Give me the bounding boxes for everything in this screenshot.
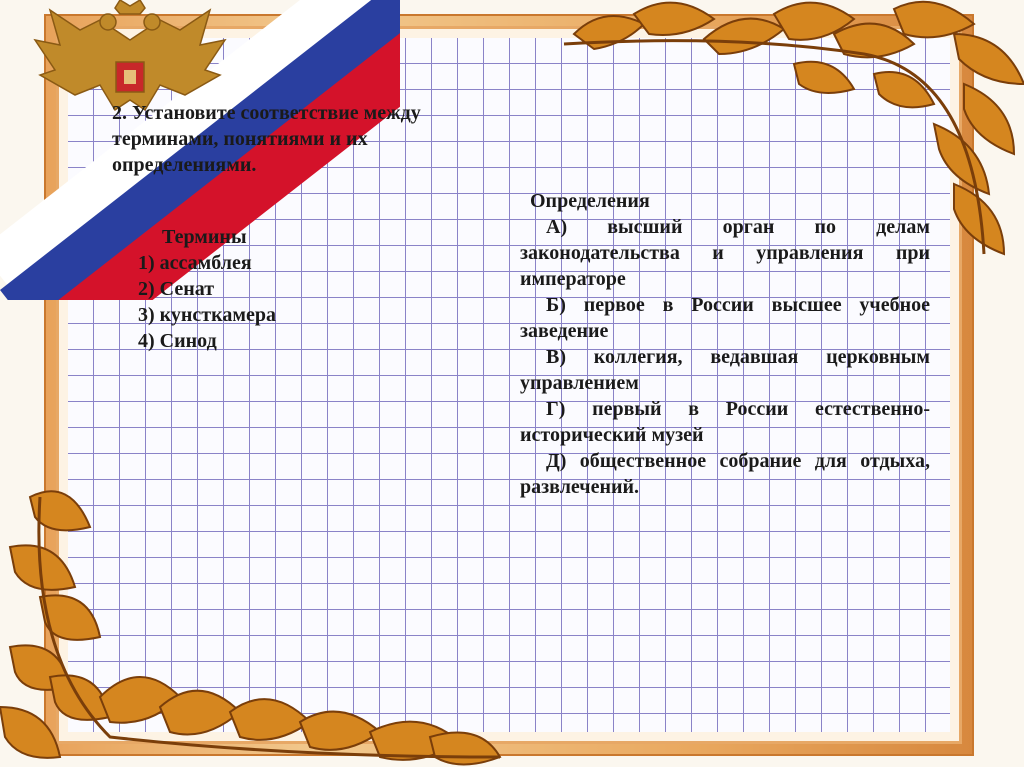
task-instruction: 2. Установите соответствие между терминами, понятиями и их определениями. (112, 102, 421, 176)
terms-heading: Термины (162, 226, 247, 248)
term-item: 2) Сенат (138, 278, 215, 300)
definition-item: Д) общественное собрание для отдыха, развлечений. (520, 450, 930, 498)
definition-item: В) коллегия, ведавшая церковным управлением (520, 346, 930, 394)
term-item: 4) Синод (138, 330, 217, 352)
definition-item: Г) первый в России естественно-исторический музей (520, 398, 930, 446)
definition-item: А) высший орган по делам законодательства и управления при императоре (520, 216, 930, 290)
definition-item: Б) первое в России высшее учебное заведение (520, 294, 930, 342)
term-item: 3) кунсткамера (138, 304, 276, 326)
terms-column (138, 224, 438, 354)
oak-leaves-bottom-left (0, 457, 510, 767)
definitions-column (520, 188, 930, 500)
term-item: 1) ассамблея (138, 252, 252, 274)
definitions-heading: Определения (530, 190, 650, 212)
